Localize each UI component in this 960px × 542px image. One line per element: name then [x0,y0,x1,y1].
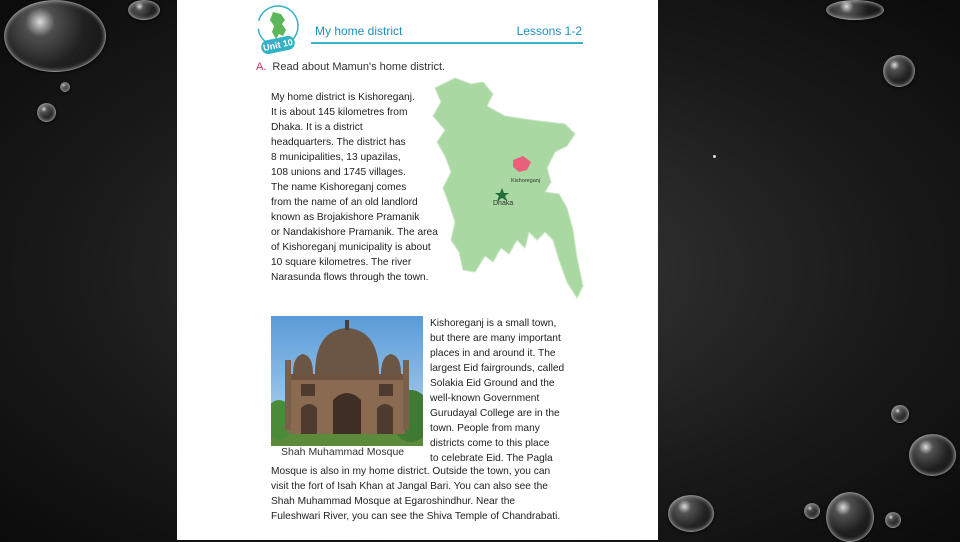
text-line: My home district is Kishoreganj. [271,92,415,103]
instruction [256,61,445,73]
bubble-decoration [128,0,160,20]
dot-decoration [713,155,716,158]
bubble-decoration [668,495,714,532]
text-line: 8 municipalities, 13 upazilas, [271,152,401,163]
text-line: Gurudayal College are in the [430,408,560,419]
instruction-text: Read about Mamun's home district. [272,61,446,73]
bubble-decoration [804,503,820,519]
lessons-label: Lessons 1-2 [516,24,582,38]
bangladesh-map [427,72,587,312]
bubble-decoration [60,82,70,92]
text-line: Solakia Eid Ground and the [430,378,555,389]
bubble-decoration [4,0,106,72]
paragraph-places [430,316,590,466]
bubble-decoration [885,512,901,528]
mosque-photo [271,316,423,446]
text-line: Shah Muhammad Mosque at Egaroshindhur. Near the [271,496,516,507]
textbook-page [177,0,658,540]
text-line: visit the fort of Isah Khan at Jangal Bari. You can also see the [271,481,548,492]
header-divider [311,42,583,44]
text-line: known as Brojakishore Pramanik [271,212,420,223]
text-line: from the name of an old landlord [271,197,418,208]
bubble-decoration [883,55,915,87]
text-line: Fuleshwari River, you can see the Shiva Temple of Chandrabati. [271,511,561,522]
map-land [433,78,583,298]
text-line: but there are many important [430,333,561,344]
text-line: Dhaka. It is a district [271,122,363,133]
text-line: 10 square kilometres. The river [271,257,412,268]
text-line: to celebrate Eid. The Pagla [430,453,553,464]
text-line: town. People from many [430,423,540,434]
text-line: Mosque is also in my home district. Outside the town, you can [271,466,551,477]
bubble-decoration [909,434,956,476]
text-line: districts come to this place [430,438,550,449]
text-line: headquarters. The district has [271,137,406,148]
instruction-letter: A. [256,61,267,73]
paragraph-sights [271,464,591,524]
unit-badge: Unit 10 [260,35,296,56]
bubble-decoration [826,0,884,20]
map-label-dhaka: Dhaka [493,200,514,207]
text-line: or Nandakishore Pramanik. The area [271,227,438,238]
text-line: well-known Government [430,393,540,404]
map-label-kishoreganj: Kishoreganj [511,178,541,184]
text-line: largest Eid fairgrounds, called [430,363,565,374]
text-line: 108 unions and 1745 villages. [271,167,406,178]
text-line: The name Kishoreganj comes [271,182,407,193]
bubble-decoration [891,405,909,423]
text-line: of Kishoreganj municipality is about [271,242,431,253]
text-line: Kishoreganj is a small town, [430,318,557,329]
text-line: It is about 145 kilometres from [271,107,408,118]
page-title: My home district [315,24,403,38]
text-line: Narasunda flows through the town. [271,272,429,283]
photo-caption: Shah Muhammad Mosque [281,446,405,458]
bubble-decoration [826,492,874,542]
bubble-decoration [37,103,56,122]
text-line: places in and around it. The [430,348,556,359]
